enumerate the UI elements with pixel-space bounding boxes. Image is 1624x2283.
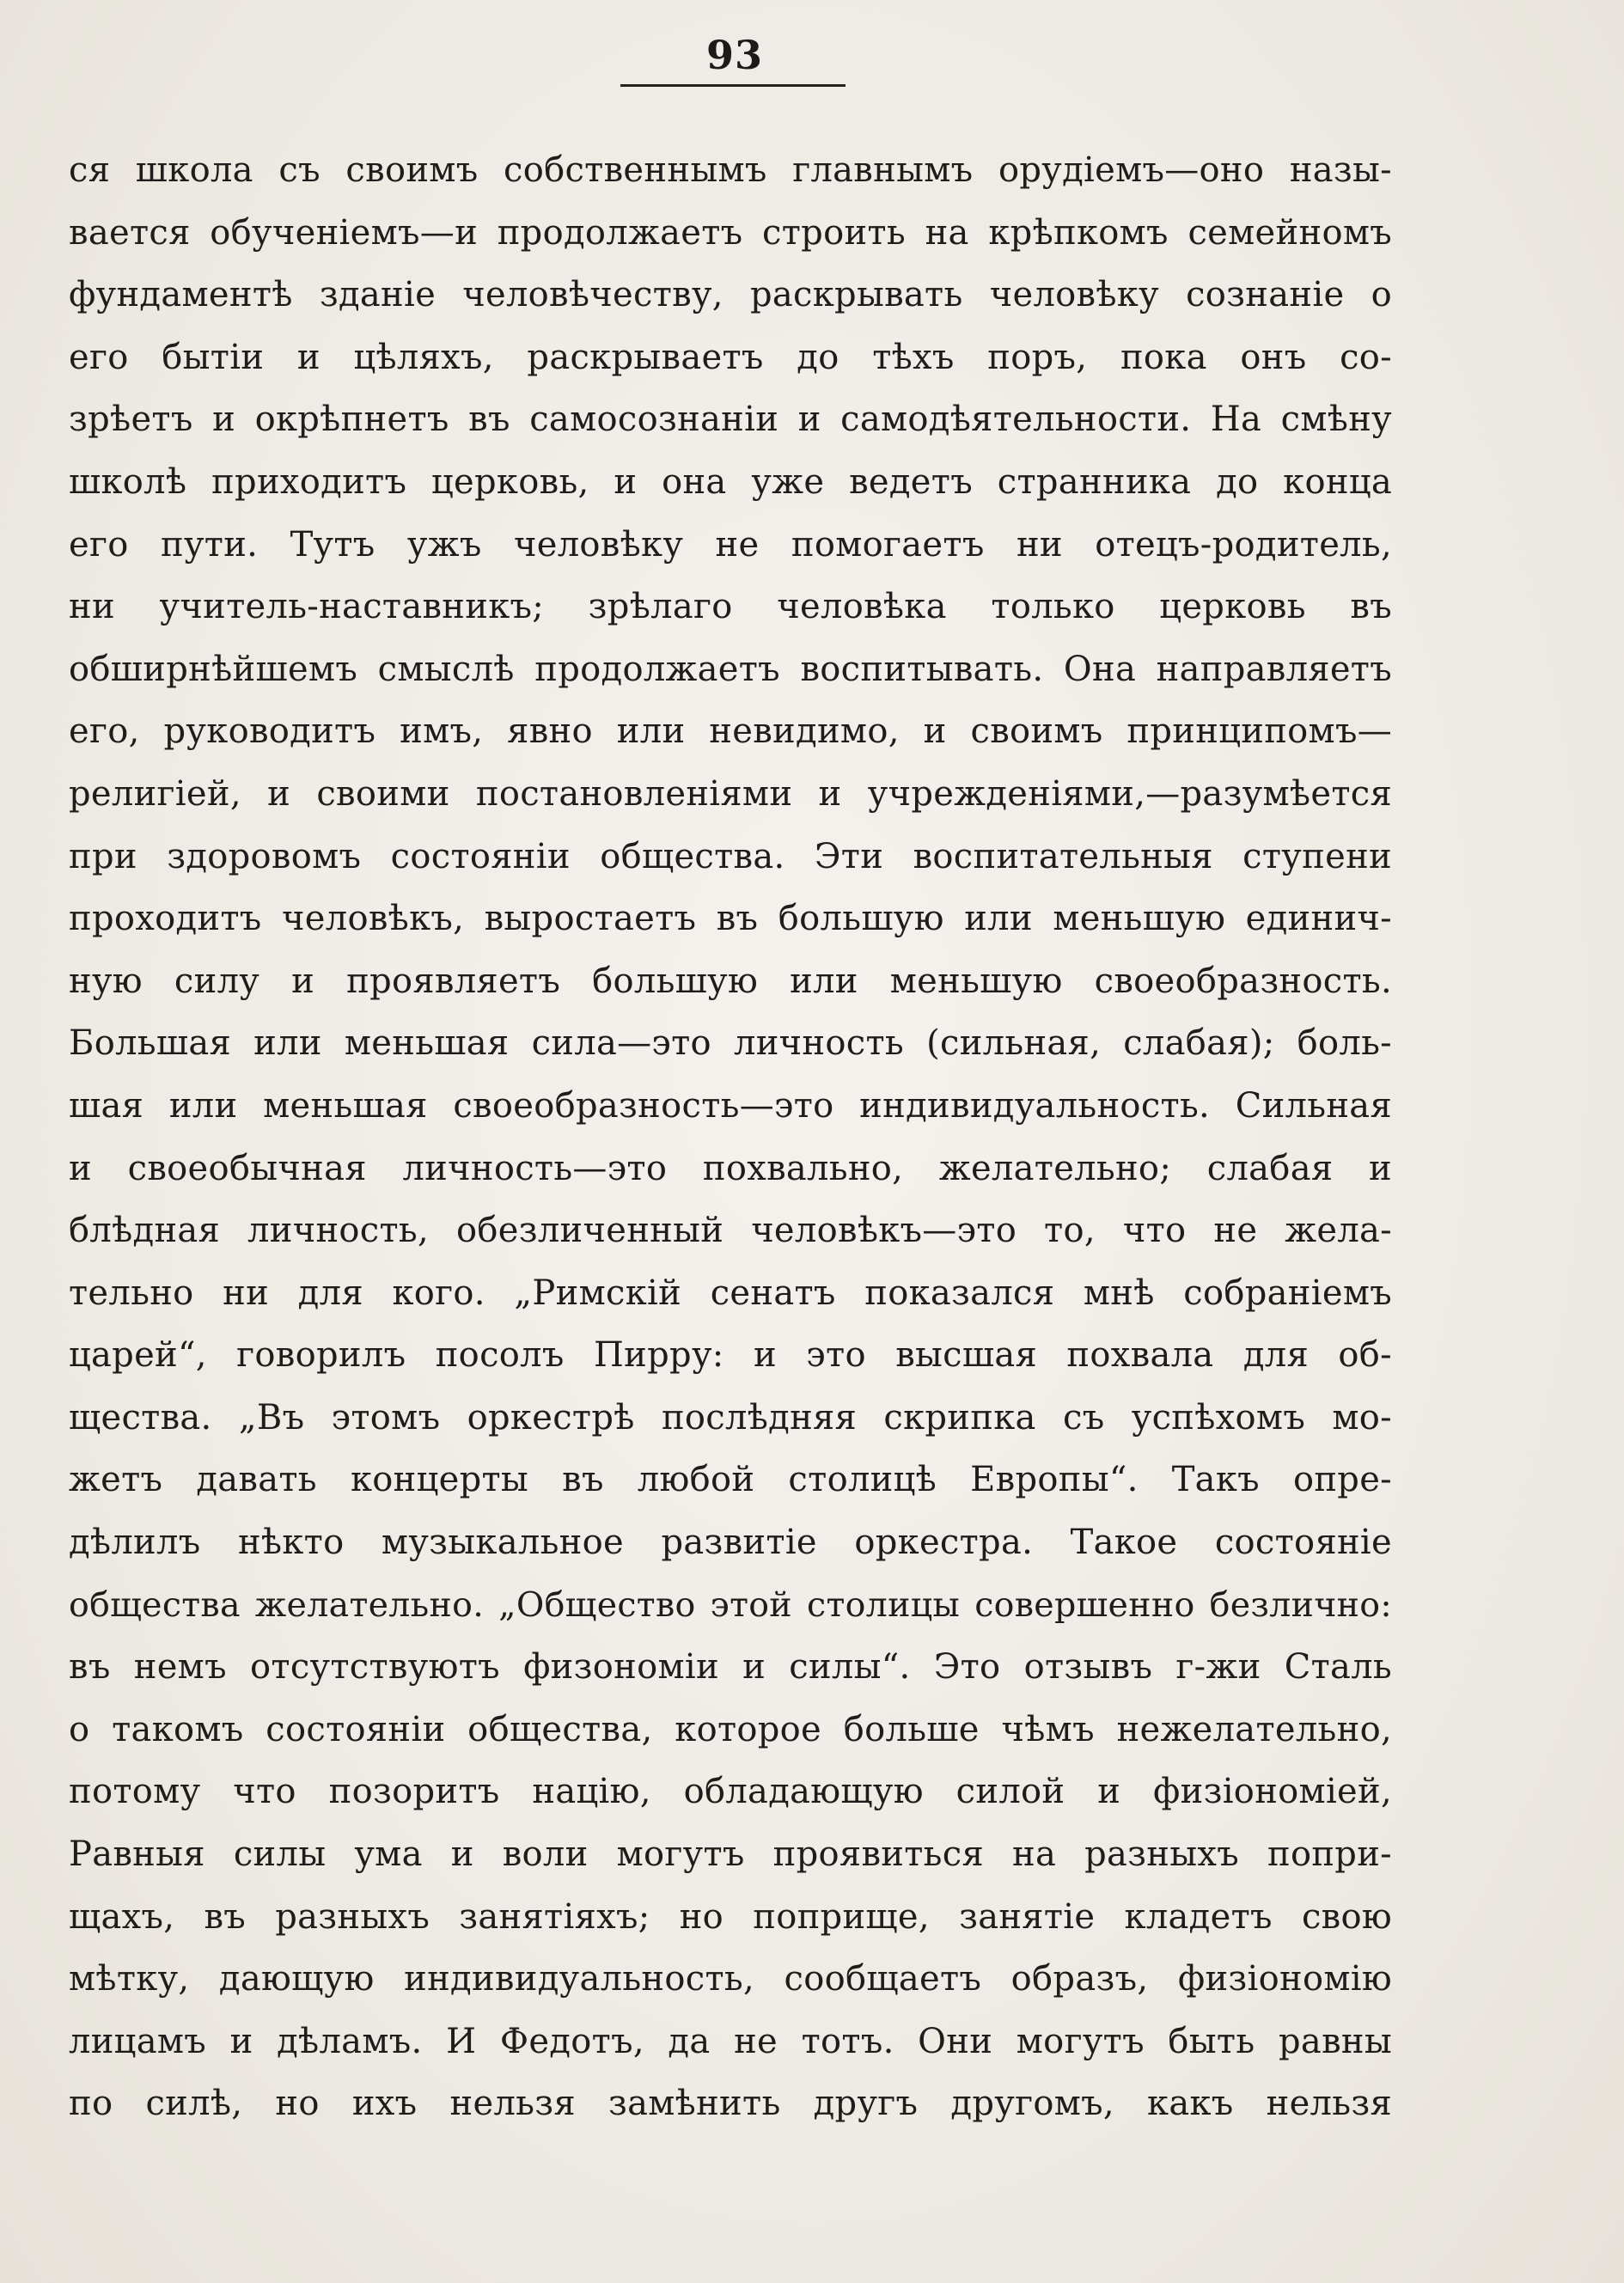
text-line: школѣ приходитъ церковь, и она уже ведетъ странника до конца (69, 461, 1392, 502)
text-line: его пути. Тутъ ужъ человѣку не помогаетъ ни отецъ-родитель, (69, 524, 1392, 565)
text-line: въ немъ отсутствуютъ физономіи и силы“. Это отзывъ г-жи Сталь (69, 1647, 1392, 1688)
text-line: фундаментѣ зданіе человѣчеству, раскрывать человѣку сознаніе о (69, 275, 1392, 315)
text-line: и своеобычная личность—это похвально, желательно; слабая и (69, 1148, 1392, 1188)
text-line: блѣдная личность, обезличенный человѣкъ—это то, что не жела- (69, 1211, 1392, 1251)
text-line: потому что позоритъ націю, обладающую силой и физіономіей, (69, 1772, 1392, 1812)
text-line: его, руководитъ имъ, явно или невидимо, и своимъ принципомъ— (69, 711, 1392, 752)
text-line: обширнѣйшемъ смыслѣ продолжаетъ воспитывать. Она направляетъ (69, 649, 1392, 689)
text-line: ни учитель-наставникъ; зрѣлаго человѣка только церковь въ (69, 587, 1392, 627)
text-line: по силѣ, но ихъ нельзя замѣнить другъ другомъ, какъ нельзя (69, 2084, 1392, 2124)
text-line: шая или меньшая своеобразность—это индивидуальность. Сильная (69, 1085, 1392, 1126)
text-line: вается обученіемъ—и продолжаетъ строить на крѣпкомъ семейномъ (69, 212, 1392, 253)
text-line: общества желательно. „Общество этой столицы совершенно безлично: (69, 1584, 1392, 1625)
text-line: лицамъ и дѣламъ. И Федотъ, да не тотъ. Они могутъ быть равны (69, 2021, 1392, 2061)
text-line: проходитъ человѣкъ, выростаетъ въ большую или меньшую единич- (69, 899, 1392, 939)
header-rule (620, 84, 846, 87)
body-text (69, 139, 1392, 2135)
text-line: ся школа съ своимъ собственнымъ главнымъ орудіемъ—оно назы- (69, 150, 1392, 190)
text-line: о такомъ состояніи общества, которое больше чѣмъ нежелательно, (69, 1709, 1392, 1749)
text-line: тельно ни для кого. „Римскій сенатъ показался мнѣ собраніемъ (69, 1273, 1392, 1313)
text-line: его бытіи и цѣляхъ, раскрываетъ до тѣхъ поръ, пока онъ со- (69, 337, 1392, 377)
text-line: щества. „Въ этомъ оркестрѣ послѣдняя скрипка съ успѣхомъ мо- (69, 1397, 1392, 1438)
text-line: Большая или меньшая сила—это личность (сильная, слабая); боль- (69, 1023, 1392, 1064)
text-line: мѣтку, дающую индивидуальность, сообщаетъ образъ, физіономію (69, 1959, 1392, 1999)
text-line: щахъ, въ разныхъ занятіяхъ; но поприще, занятіе кладетъ свою (69, 1896, 1392, 1937)
page-number: 93 (705, 32, 763, 78)
text-line: Равныя силы ума и воли могутъ проявиться на разныхъ попри- (69, 1834, 1392, 1875)
text-line: зрѣетъ и окрѣпнетъ въ самосознаніи и самодѣятельности. На смѣну (69, 400, 1392, 440)
text-line: при здоровомъ состояніи общества. Эти воспитательныя ступени (69, 836, 1392, 876)
text-line: жетъ давать концерты въ любой столицѣ Европы“. Такъ опре- (69, 1460, 1392, 1500)
text-line: религіей, и своими постановленіями и учрежденіями,—разумѣется (69, 773, 1392, 814)
text-line: ную силу и проявляетъ большую или меньшую своеобразность. (69, 961, 1392, 1001)
text-line: царей“, говорилъ посолъ Пирру: и это высшая похвала для об- (69, 1335, 1392, 1376)
text-line: дѣлилъ нѣкто музыкальное развитіе оркестра. Такое состояніе (69, 1523, 1392, 1563)
